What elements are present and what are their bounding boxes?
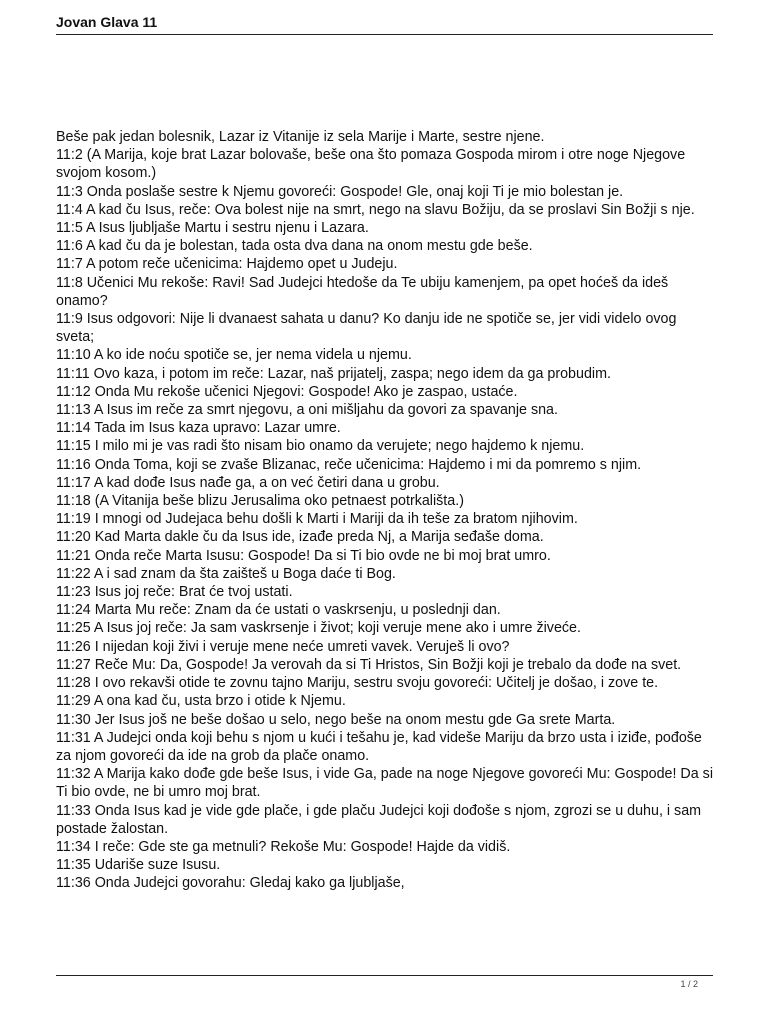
verse: 11:9 Isus odgovori: Nije li dvanaest sahata u danu? Ko danju ide ne spotiče se, jer vidi videlo ovog sveta; xyxy=(56,311,677,346)
verse: 11:7 A potom reče učenicima: Hajdemo opet u Judeju. xyxy=(56,256,398,273)
verse: 11:34 I reče: Gde ste ga metnuli? Rekoše Mu: Gospode! Hajde da vidiš. xyxy=(56,838,511,855)
footer-divider xyxy=(56,975,713,976)
verse: 11:2 (A Marija, koje brat Lazar bolovaše, beše ona što pomaza Gospoda mirom i otre noge Njegove svojom kosom.) xyxy=(56,147,686,182)
verse: 11:31 A Judejci onda koji behu s njom u kući i tešahu je, kad videše Mariju da brzo usta i iziđe, pođoše za njom govoreći da ide na grob da plače onamo. xyxy=(56,729,702,764)
verse: 11:6 A kad ču da je bolestan, tada osta dva dana na onom mestu gde beše. xyxy=(56,238,533,255)
page-header xyxy=(56,14,713,30)
verse: 11:14 Tada im Isus kaza upravo: Lazar umre. xyxy=(56,420,341,437)
verse: 11:21 Onda reče Marta Isusu: Gospode! Da si Ti bio ovde ne bi moj brat umro. xyxy=(56,547,551,564)
verse: 11:20 Kad Marta dakle ču da Isus ide, izađe preda Nj, a Marija seđaše doma. xyxy=(56,529,544,546)
verse: 11:35 Udariše suze Isusu. xyxy=(56,857,221,874)
header-divider xyxy=(56,34,713,35)
verse: 11:13 A Isus im reče za smrt njegovu, a oni mišljahu da govori za spavanje sna. xyxy=(56,402,558,419)
verse: 11:25 A Isus joj reče: Ja sam vaskrsenje i život; koji veruje mene ako i umre živeće. xyxy=(56,620,581,637)
verse: 11:30 Jer Isus još ne beše došao u selo, nego beše na onom mestu gde Ga srete Marta. xyxy=(56,711,616,728)
verse: 11:15 I milo mi je vas radi što nisam bio onamo da verujete; nego hajdemo k njemu. xyxy=(56,438,585,455)
verse: 11:18 (A Vitanija beše blizu Jerusalima oko petnaest potrkališta.) xyxy=(56,493,464,510)
verse: 11:33 Onda Isus kad je vide gde plače, i gde plaču Judejci koji dođoše s njom, zgrozi se u duhu, i sam postade žalostan. xyxy=(56,802,702,837)
verse: 11:5 A Isus ljubljaše Martu i sestru njenu i Lazara. xyxy=(56,220,369,237)
verse: 11:24 Marta Mu reče: Znam da će ustati o vaskrsenju, u poslednji dan. xyxy=(56,602,501,619)
verse: 11:4 A kad ču Isus, reče: Ova bolest nije na smrt, nego na slavu Božiju, da se proslavi Sin Božji s nje. xyxy=(56,201,695,218)
verse: 11:3 Onda poslaše sestre k Njemu govoreći: Gospode! Gle, onaj koji Ti je mio bolestan je. xyxy=(56,183,624,200)
verse: 11:23 Isus joj reče: Brat će tvoj ustati. xyxy=(56,584,293,601)
verse: 11:26 I nijedan koji živi i veruje mene neće umreti vavek. Veruješ li ovo? xyxy=(56,638,510,655)
verse: 11:10 A ko ide noću spotiče se, jer nema videla u njemu. xyxy=(56,347,412,364)
page-number: 1 / 2 xyxy=(680,979,698,989)
verse: 11:16 Onda Toma, koji se zvaše Blizanac, reče učenicima: Hajdemo i mi da pomremo s njim. xyxy=(56,456,642,473)
verse: 11:32 A Marija kako dođe gde beše Isus, i vide Ga, pade na noge Njegove govoreći Mu: Gospode! Da si Ti bio ovde, ne bi umro moj brat. xyxy=(56,766,714,801)
verse: 11:19 I mnogi od Judejaca behu došli k Marti i Mariji da ih teše za bratom njihovim. xyxy=(56,511,578,528)
verse: Beše pak jedan bolesnik, Lazar iz Vitanije iz sela Marije i Marte, sestre njene. xyxy=(56,129,545,145)
verse: 11:11 Ovo kaza, i potom im reče: Lazar, naš prijatelj, zaspa; nego idem da ga probudim. xyxy=(56,365,611,382)
verse: 11:22 A i sad znam da šta zaišteš u Boga daće ti Bog. xyxy=(56,565,396,582)
verse: 11:36 Onda Judejci govorahu: Gledaj kako ga ljubljaše, xyxy=(56,875,405,892)
document-title: Jovan Glava 11 xyxy=(56,14,158,30)
verse: 11:28 I ovo rekavši otide te zovnu tajno Mariju, sestru svoju govoreći: Učitelj je došao, i zove te. xyxy=(56,675,659,692)
verse: 11:8 Učenici Mu rekoše: Ravi! Sad Judejci htedoše da Te ubiju kamenjem, pa opet hoćeš da ideš onamo? xyxy=(56,274,669,309)
verse: 11:17 A kad dođe Isus nađe ga, a on već četiri dana u grobu. xyxy=(56,474,440,491)
verse: 11:12 Onda Mu rekoše učenici Njegovi: Gospode! Ako je zaspao, ustaće. xyxy=(56,383,518,400)
chapter-text xyxy=(56,128,716,893)
verse: 11:29 A ona kad ču, usta brzo i otide k Njemu. xyxy=(56,693,346,710)
verse: 11:27 Reče Mu: Da, Gospode! Ja verovah da si Ti Hristos, Sin Božji koji je trebalo da dođe na svet. xyxy=(56,656,682,673)
